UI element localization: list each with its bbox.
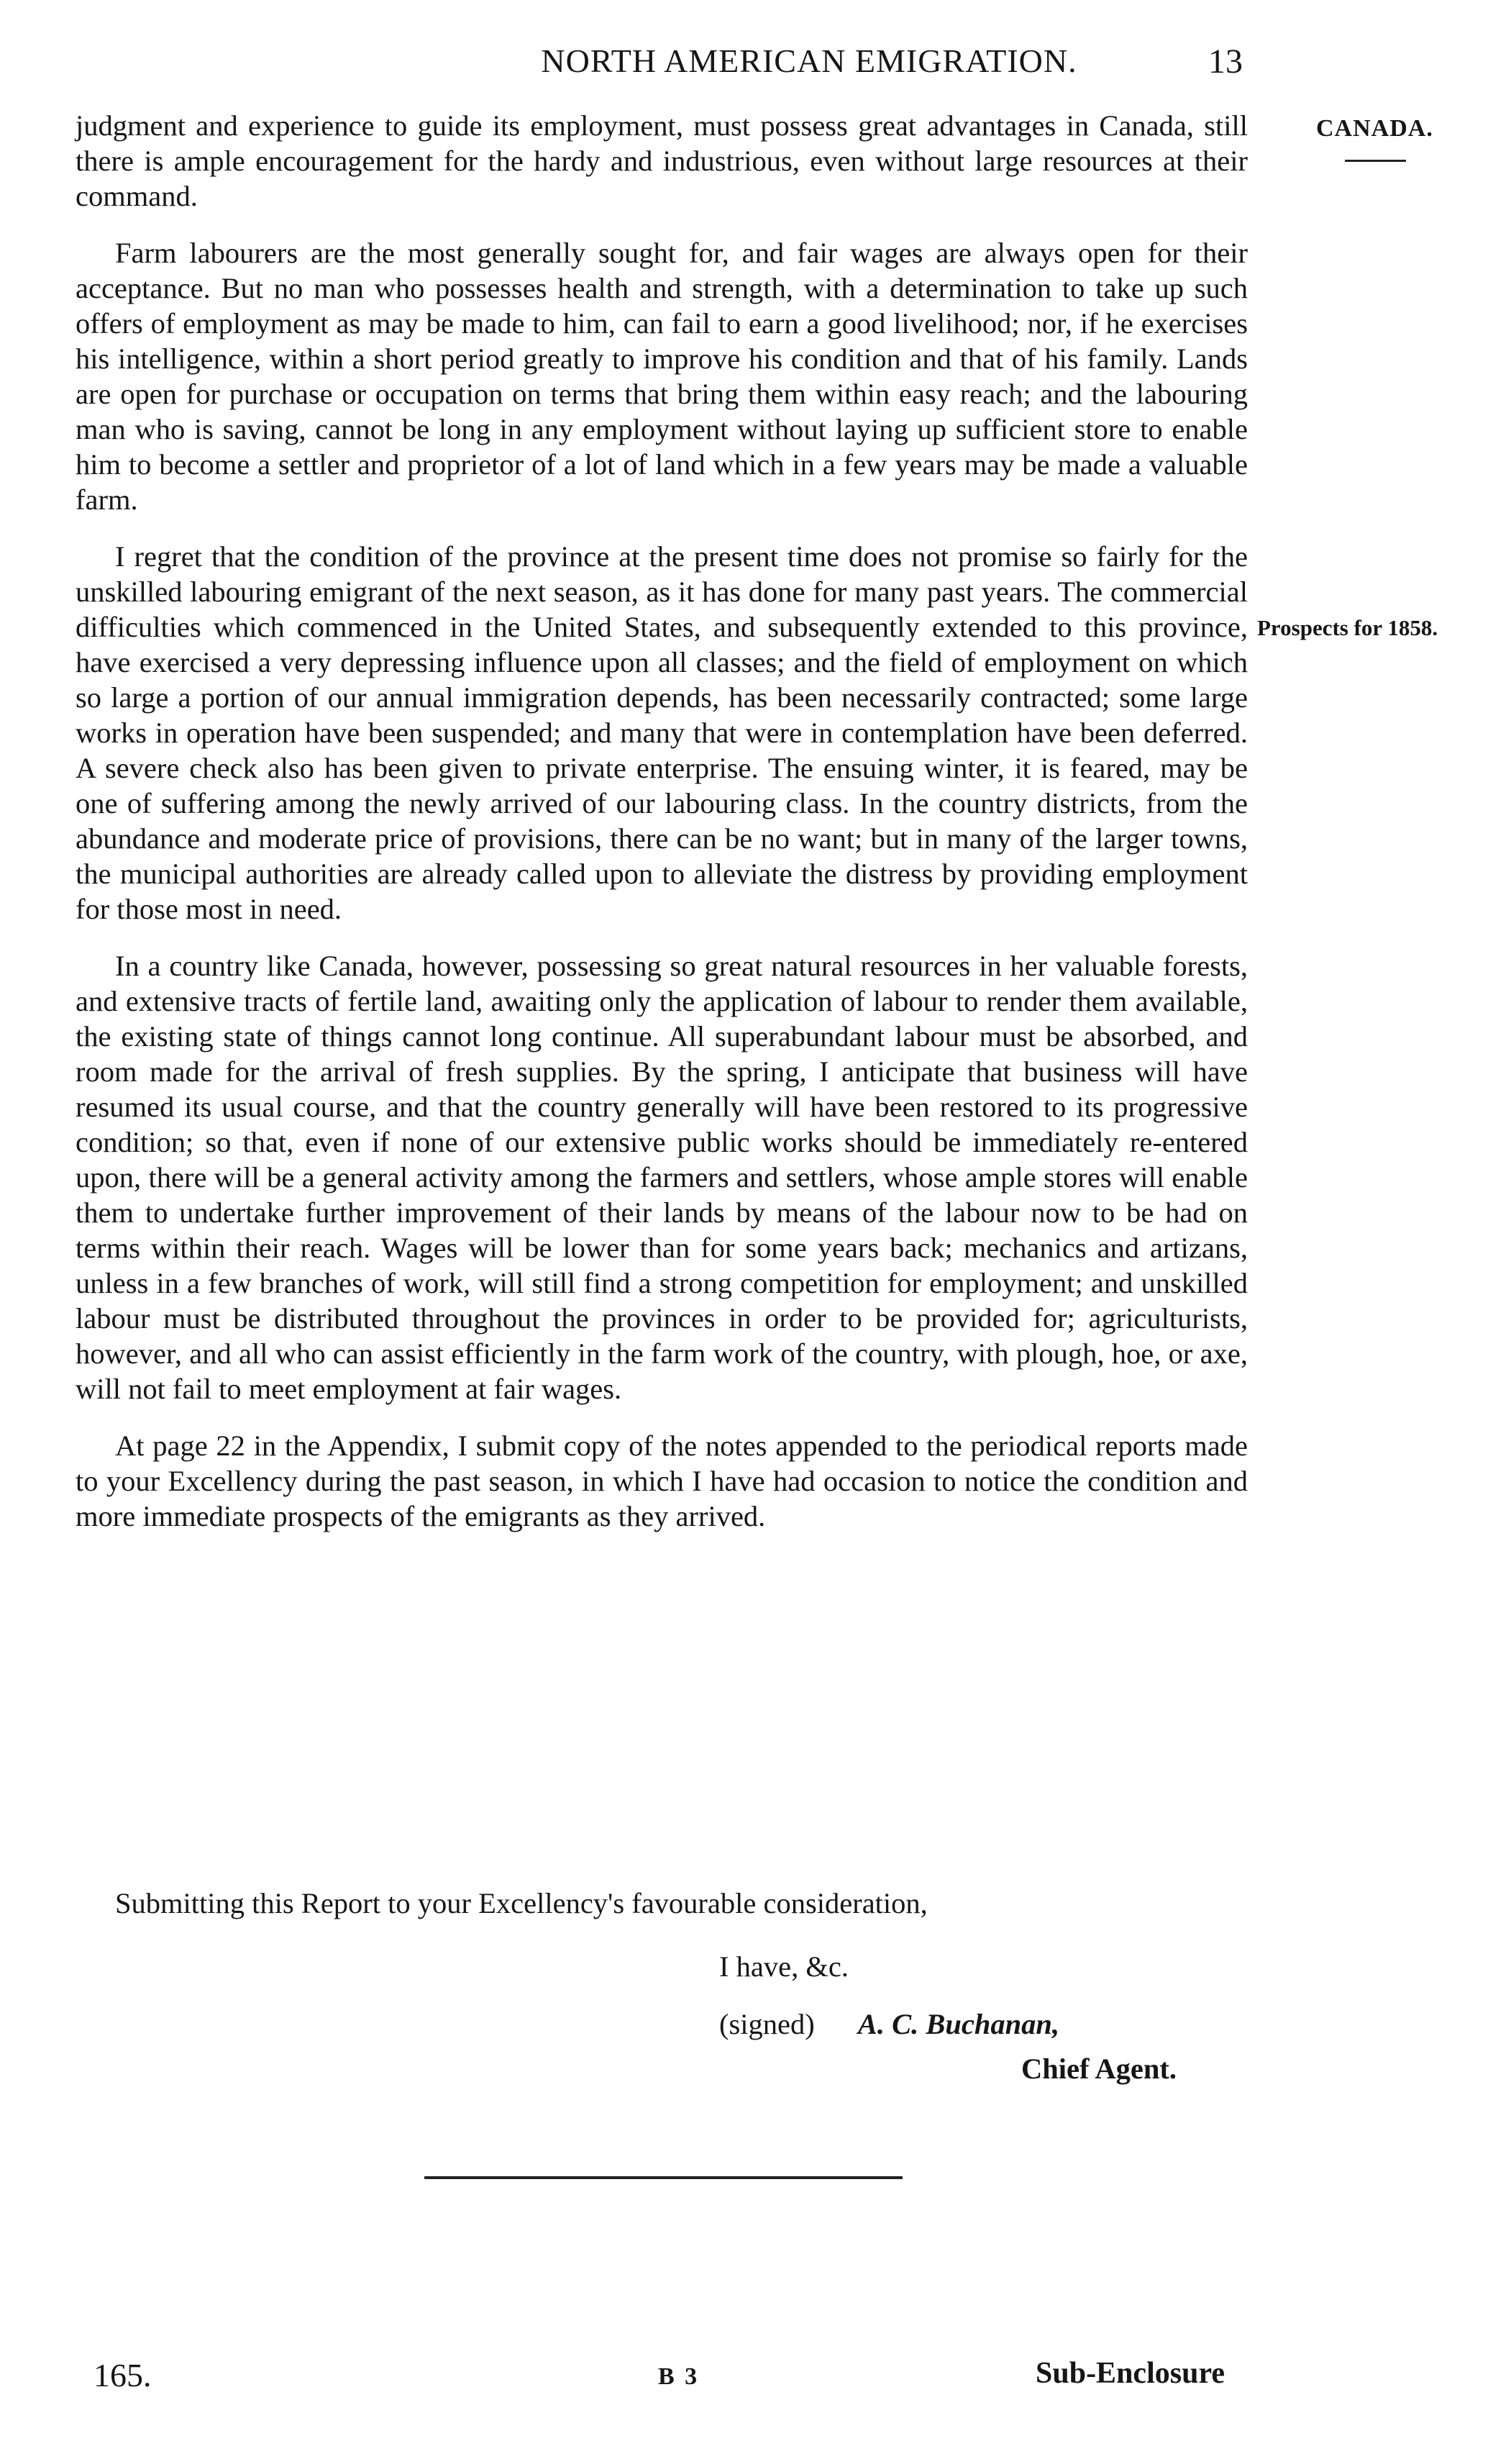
- closing-submitting: Submitting this Report to your Excellency's favourable consideration,: [115, 1887, 928, 1919]
- body-text: [76, 108, 1248, 1534]
- page-number: 13: [1208, 42, 1243, 81]
- paragraph-farm-labourers: Farm labourers are the most generally sought for, and fair wages are always open for their acceptance. But no man who possesses health and strength, with a determination to take up such offers of employment as may be made to him, can fail to earn a good livelihood; nor, if he exercises his intelligence, within a short period greatly to improve his condition and that of his family. Lands are open for purchase or occupation on terms that bring them within easy reach; and the labouring man who is saving, cannot be long in any employment without laying up sufficient store to enable him to become a settler and proprietor of a lot of land which in a few years may be made a valuable farm.: [76, 237, 1248, 516]
- paragraph-appendix: At page 22 in the Appendix, I submit copy of the notes appended to the periodical reports made to your Excellency during the past season, in which I have had occasion to notice the condition and more immediate prospects of the emigrants as they arrived.: [76, 1429, 1248, 1532]
- footer-number: 165.: [93, 2357, 152, 2393]
- margin-note-canada: CANADA.: [1316, 115, 1433, 142]
- section-divider: [424, 2176, 903, 2179]
- signed-label: (signed): [719, 2008, 815, 2040]
- signatory-name: A. C. Buchanan,: [857, 2008, 1060, 2040]
- closing-i-have: I have, &c.: [719, 1950, 849, 1983]
- signatory-title: Chief Agent.: [1021, 2052, 1177, 2085]
- margin-note-prospects: Prospects for 1858.: [1257, 615, 1438, 640]
- paragraph-canada-resources: In a country like Canada, however, possessing so great natural resources in her valuable forests, and extensive tracts of fertile land, awaiting only the application of labour to render them available, the existing state of things cannot long continue. All superabundant labour must be absorbed, and room made for the arrival of fresh supplies. By the spring, I anticipate that business will have resumed its usual course, and that the country generally will have been restored to its progressive condition; so that, even if none of our extensive public works should be immediately re-entered upon, there will be a general activity among the farmers and settlers, whose ample stores will enable them to undertake further improvement of their lands by means of the labour now to be had on terms within their reach. Wages will be lower than for some years back; mechanics and artizans, unless in a few branches of work, will still find a strong competition for employment; and unskilled labour must be distributed throughout the provinces in order to be provided for; agriculturists, however, and all who can assist efficiently in the farm work of the country, with plough, hoe, or axe, will not fail to meet employment at fair wages.: [76, 950, 1248, 1405]
- margin-note-rule: [1345, 160, 1406, 162]
- paragraph-province-condition: I regret that the condition of the province at the present time does not promise so fairly for the unskilled labouring emigrant of the next season, as it has done for many past years. The commercial difficulties which commenced in the United States, and subsequently extended to this province, have exercised a very depressing influence upon all classes; and the field of employment on which so large a portion of our annual immigration depends, has been necessarily contracted; some large works in operation have been suspended; and many that were in contemplation have been deferred. A severe check also has been given to private enterprise. The ensuing winter, it is feared, may be one of suffering among the newly arrived of our labouring class. In the country districts, from the abundance and moderate price of provisions, there can be no want; but in many of the larger towns, the municipal authorities are already called upon to alleviate the distress by providing employment for those most in need.: [76, 540, 1248, 925]
- signature-mark: B 3: [658, 2363, 700, 2390]
- catchword: Sub-Enclosure: [1036, 2357, 1225, 2390]
- paragraph-continuation: judgment and experience to guide its employment, must possess great advantages in Canada, still there is ample encouragement for the hardy and industrious, even without large resources at their command.: [76, 109, 1248, 212]
- running-title: NORTH AMERICAN EMIGRATION.: [541, 42, 1077, 79]
- signature-block: [719, 2007, 1059, 2041]
